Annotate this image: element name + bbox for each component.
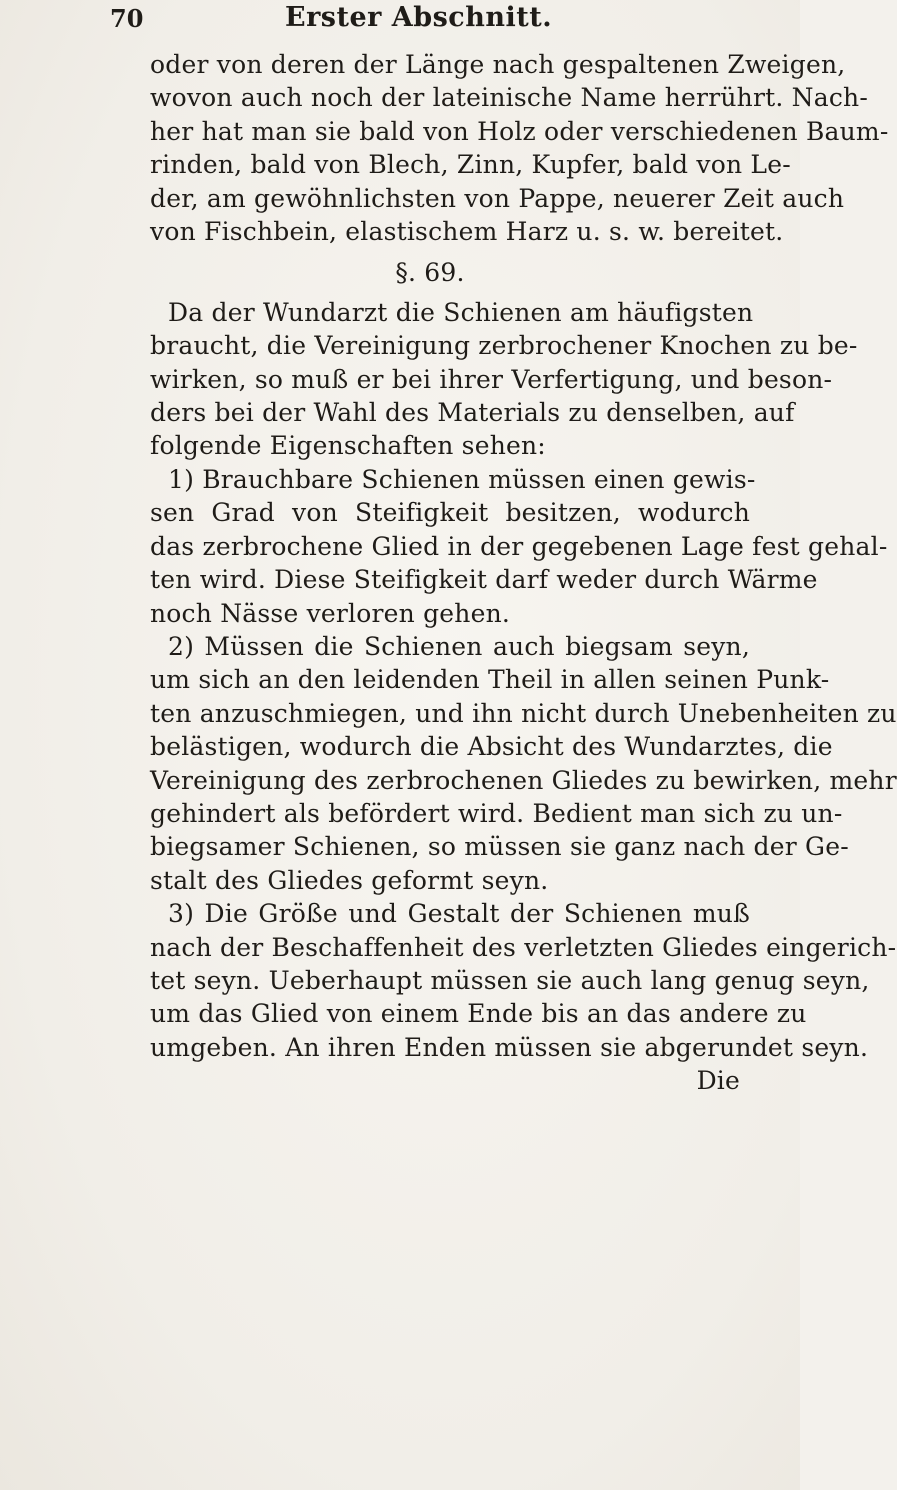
text-line: ders bei der Wahl des Materials zu denselben, auf [150,398,795,428]
text-line: nach der Beschaffenheit des verletzten Gliedes eingerich- [150,932,897,962]
text-line: her hat man sie bald von Holz oder verschiedenen Baum- [150,116,889,146]
text-line: ten wird. Diese Steifigkeit darf weder durch Wärme [150,565,818,595]
text-line: sen Grad von Steifigkeit besitzen, wodurch [150,498,750,528]
page-header [110,2,730,42]
text-line: 1) Brauchbare Schienen müssen einen gewis- [168,464,756,494]
running-head: Erster Abschnitt. [285,2,553,33]
text-line: biegsamer Schienen, so müssen sie ganz nach der Ge- [150,832,849,862]
text-line: wovon auch noch der lateinische Name herrührt. Nach- [150,83,868,113]
text-line: oder von deren der Länge nach gespaltenen Zweigen, [150,50,846,79]
text-line: wirken, so muß er bei ihrer Verfertigung, und beson- [150,364,833,394]
text-line: das zerbrochene Glied in der gegebenen Lage fest gehal- [150,531,888,561]
text-line: 3) Die Größe und Gestalt der Schienen muß [168,899,750,929]
page-number: 70 [110,4,144,33]
catchword: Die [696,1066,740,1096]
text-line: noch Nässe verloren gehen. [150,598,511,628]
text-line: von Fischbein, elastischem Harz u. s. w. bereitet. [150,217,784,247]
body-text [150,48,897,1098]
text-line: braucht, die Vereinigung zerbrochener Knochen zu be- [150,331,858,361]
text-line: tet seyn. Ueberhaupt müssen sie auch lang genug seyn, [150,965,870,995]
text-line: folgende Eigenschaften sehen: [150,431,546,461]
text-line: umgeben. An ihren Enden müssen sie abgerundet seyn. [150,1032,869,1062]
section-heading: §. 69. [395,258,465,288]
text-line: belästigen, wodurch die Absicht des Wundarztes, die [150,732,833,762]
text-line: ten anzuschmiegen, und ihn nicht durch Unebenheiten zu [150,698,897,728]
text-line: rinden, bald von Blech, Zinn, Kupfer, bald von Le- [150,150,791,180]
text-line: um sich an den leidenden Theil in allen seinen Punk- [150,665,830,695]
text-line: gehindert als befördert wird. Bedient man sich zu un- [150,798,843,828]
text-line: der, am gewöhnlichsten von Pappe, neuerer Zeit auch [150,183,845,213]
text-line: Da der Wundarzt die Schienen am häufigsten [168,297,754,327]
text-line: 2) Müssen die Schienen auch biegsam seyn, [168,631,750,661]
text-line: um das Glied von einem Ende bis an das andere zu [150,999,807,1029]
text-line: stalt des Gliedes geformt seyn. [150,865,549,895]
text-line: Vereinigung des zerbrochenen Gliedes zu bewirken, mehr [150,765,897,795]
